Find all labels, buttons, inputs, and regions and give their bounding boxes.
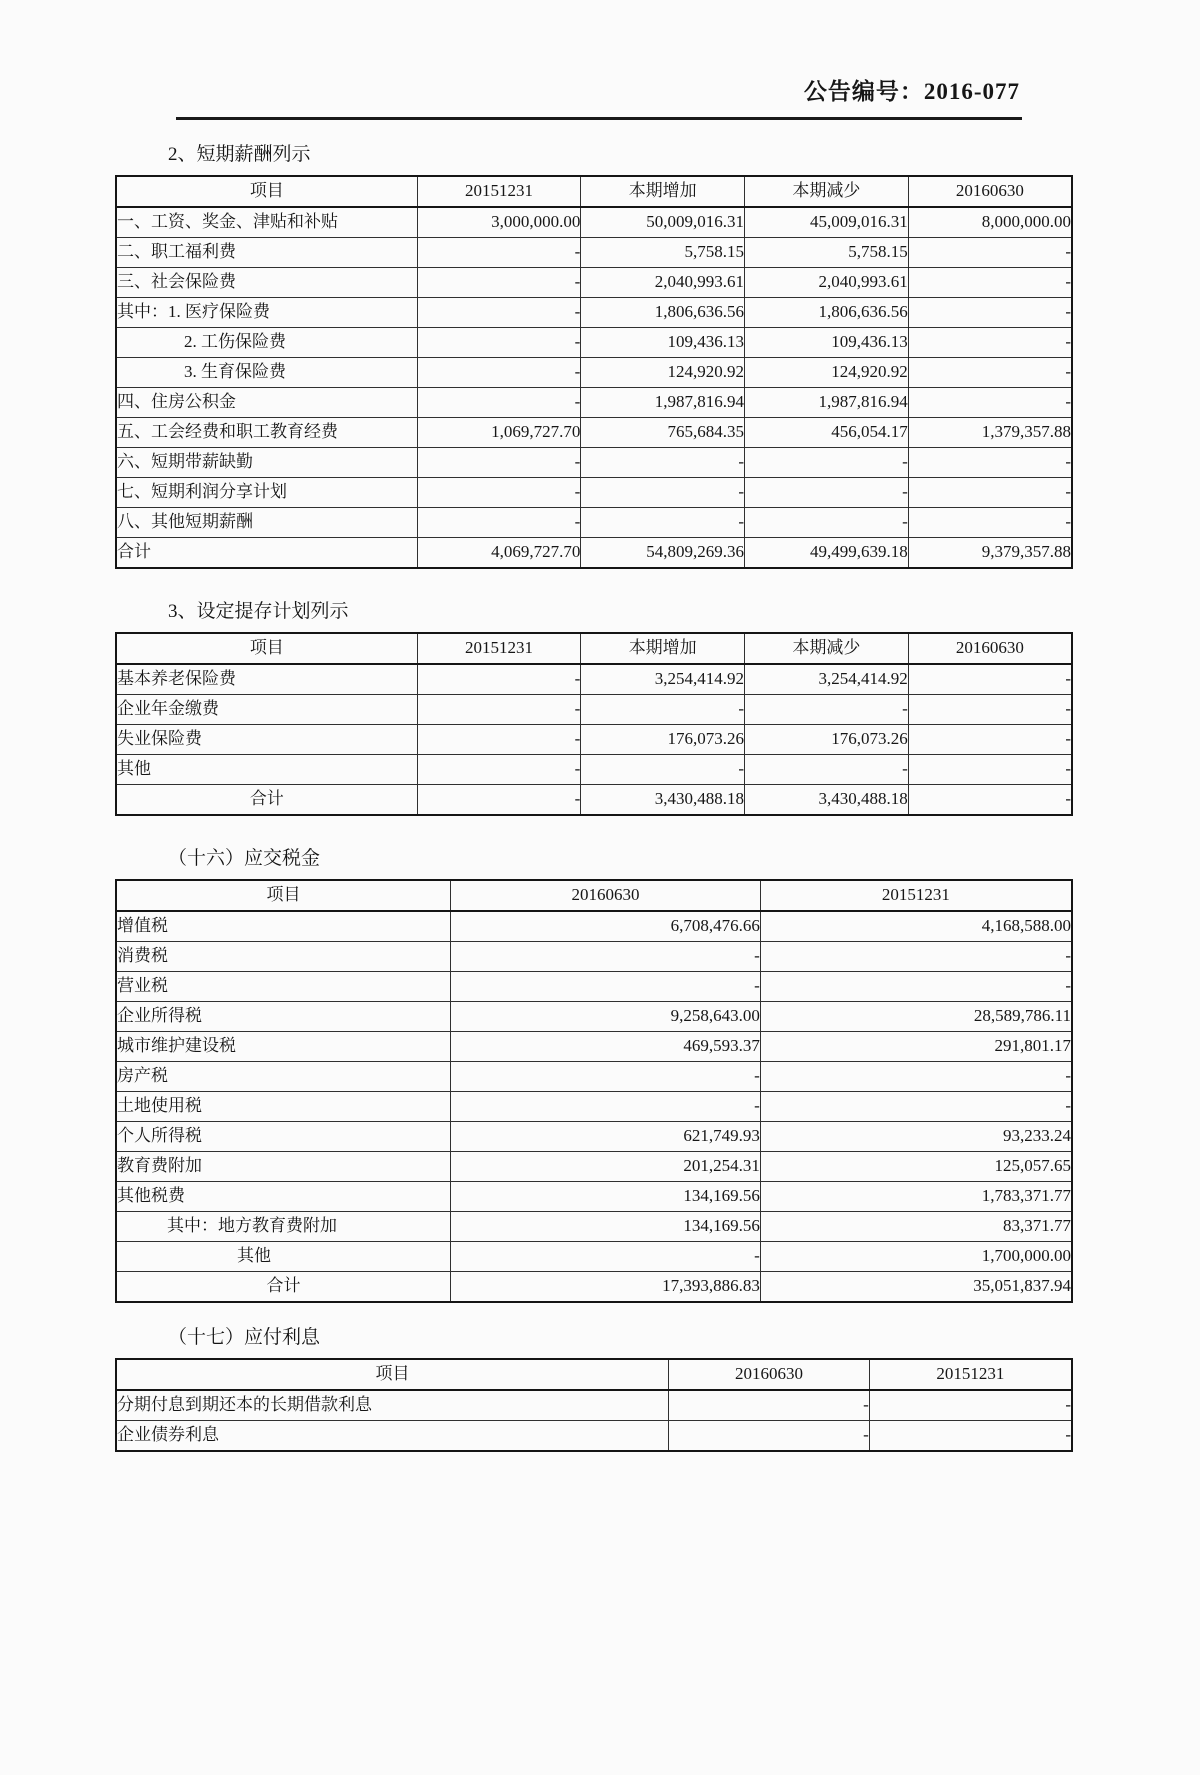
cell-value: - bbox=[581, 477, 745, 507]
row-label: 三、社会保险费 bbox=[116, 267, 417, 297]
cell-value: - bbox=[908, 357, 1072, 387]
table-row bbox=[116, 507, 1072, 537]
cell-value: - bbox=[669, 1420, 870, 1451]
row-label: 房产税 bbox=[116, 1061, 451, 1091]
table-row bbox=[116, 694, 1072, 724]
cell-value: - bbox=[417, 754, 581, 784]
column-header: 20151231 bbox=[760, 880, 1072, 911]
table-row bbox=[116, 477, 1072, 507]
column-header: 项目 bbox=[116, 880, 451, 911]
row-label: 企业年金缴费 bbox=[116, 694, 417, 724]
table-row bbox=[116, 297, 1072, 327]
interest-payable-table bbox=[115, 1358, 1073, 1452]
header-row bbox=[116, 176, 1072, 207]
header-row bbox=[116, 880, 1072, 911]
table-row bbox=[116, 267, 1072, 297]
cell-value: 50,009,016.31 bbox=[581, 207, 745, 238]
cell-value: - bbox=[451, 1241, 761, 1271]
table-row bbox=[116, 1181, 1072, 1211]
cell-value: 765,684.35 bbox=[581, 417, 745, 447]
row-label: 企业所得税 bbox=[116, 1001, 451, 1031]
row-label: 企业债券利息 bbox=[116, 1420, 669, 1451]
total-row bbox=[116, 784, 1072, 815]
cell-value: - bbox=[417, 784, 581, 815]
section-title-short-term-compensation: 2、短期薪酬列示 bbox=[168, 143, 311, 165]
cell-value: 3,000,000.00 bbox=[417, 207, 581, 238]
row-label: 其他税费 bbox=[116, 1181, 451, 1211]
table-row bbox=[116, 387, 1072, 417]
cell-value: 124,920.92 bbox=[745, 357, 909, 387]
table-row bbox=[116, 327, 1072, 357]
cell-value: - bbox=[417, 327, 581, 357]
table-row bbox=[116, 971, 1072, 1001]
taxes-payable-table bbox=[115, 879, 1073, 1303]
cell-value: - bbox=[417, 357, 581, 387]
table-row bbox=[116, 207, 1072, 238]
cell-value: - bbox=[760, 971, 1072, 1001]
row-label: 城市维护建设税 bbox=[116, 1031, 451, 1061]
cell-value: 3,430,488.18 bbox=[745, 784, 909, 815]
cell-value: - bbox=[417, 297, 581, 327]
column-header: 20151231 bbox=[869, 1359, 1072, 1390]
column-header: 20160630 bbox=[669, 1359, 870, 1390]
cell-value: 5,758.15 bbox=[581, 237, 745, 267]
row-label: 其中：地方教育费附加 bbox=[116, 1211, 451, 1241]
table-row bbox=[116, 1091, 1072, 1121]
cell-value: 3,254,414.92 bbox=[581, 664, 745, 695]
total-row bbox=[116, 1271, 1072, 1302]
cell-value: - bbox=[908, 724, 1072, 754]
sections-container bbox=[115, 142, 1073, 1452]
section-short-term-compensation bbox=[115, 142, 1073, 569]
table-row bbox=[116, 447, 1072, 477]
row-label: 五、工会经费和职工教育经费 bbox=[116, 417, 417, 447]
column-header: 本期减少 bbox=[745, 176, 909, 207]
row-label: 营业税 bbox=[116, 971, 451, 1001]
column-header: 20160630 bbox=[908, 176, 1072, 207]
table-row bbox=[116, 1151, 1072, 1181]
column-header: 20160630 bbox=[451, 880, 761, 911]
table-row bbox=[116, 237, 1072, 267]
column-header: 20151231 bbox=[417, 633, 581, 664]
cell-value: - bbox=[581, 507, 745, 537]
cell-value: 1,783,371.77 bbox=[760, 1181, 1072, 1211]
table-row bbox=[116, 754, 1072, 784]
cell-value: - bbox=[908, 447, 1072, 477]
announcement-number: 公告编号：2016-077 bbox=[803, 79, 1020, 104]
row-label: 其他 bbox=[116, 754, 417, 784]
cell-value: 3,430,488.18 bbox=[581, 784, 745, 815]
cell-value: 1,069,727.70 bbox=[417, 417, 581, 447]
cell-value: 9,258,643.00 bbox=[451, 1001, 761, 1031]
row-label: 个人所得税 bbox=[116, 1121, 451, 1151]
table-row bbox=[116, 911, 1072, 942]
row-label: 土地使用税 bbox=[116, 1091, 451, 1121]
cell-value: - bbox=[581, 694, 745, 724]
cell-value: 1,379,357.88 bbox=[908, 417, 1072, 447]
cell-value: - bbox=[669, 1390, 870, 1421]
column-header: 项目 bbox=[116, 633, 417, 664]
cell-value: 134,169.56 bbox=[451, 1181, 761, 1211]
cell-value: 6,708,476.66 bbox=[451, 911, 761, 942]
cell-value: - bbox=[908, 664, 1072, 695]
cell-value: - bbox=[908, 694, 1072, 724]
cell-value: - bbox=[745, 477, 909, 507]
row-label: 其他 bbox=[116, 1241, 451, 1271]
cell-value: 1,806,636.56 bbox=[745, 297, 909, 327]
cell-value: - bbox=[908, 237, 1072, 267]
table-row bbox=[116, 1420, 1072, 1451]
table-row bbox=[116, 1241, 1072, 1271]
cell-value: 456,054.17 bbox=[745, 417, 909, 447]
row-label: 教育费附加 bbox=[116, 1151, 451, 1181]
table-row bbox=[116, 1211, 1072, 1241]
cell-value: 2,040,993.61 bbox=[745, 267, 909, 297]
header-divider bbox=[176, 117, 1022, 120]
row-label: 失业保险费 bbox=[116, 724, 417, 754]
cell-value: 176,073.26 bbox=[745, 724, 909, 754]
cell-value: 83,371.77 bbox=[760, 1211, 1072, 1241]
cell-value: 93,233.24 bbox=[760, 1121, 1072, 1151]
row-label: 六、短期带薪缺勤 bbox=[116, 447, 417, 477]
cell-value: 621,749.93 bbox=[451, 1121, 761, 1151]
column-header: 本期减少 bbox=[745, 633, 909, 664]
cell-value: 134,169.56 bbox=[451, 1211, 761, 1241]
row-label: 七、短期利润分享计划 bbox=[116, 477, 417, 507]
cell-value: 124,920.92 bbox=[581, 357, 745, 387]
cell-value: 1,806,636.56 bbox=[581, 297, 745, 327]
total-row bbox=[116, 537, 1072, 568]
cell-value: - bbox=[451, 941, 761, 971]
table-row bbox=[116, 417, 1072, 447]
row-label: 消费税 bbox=[116, 941, 451, 971]
defined-contribution-plan-table bbox=[115, 632, 1073, 816]
cell-value: - bbox=[908, 754, 1072, 784]
cell-value: - bbox=[908, 784, 1072, 815]
section-interest-payable bbox=[115, 1325, 1073, 1452]
cell-value: - bbox=[745, 694, 909, 724]
cell-value: - bbox=[451, 1091, 761, 1121]
table-row bbox=[116, 1390, 1072, 1421]
row-label: 2. 工伤保险费 bbox=[116, 327, 417, 357]
cell-value: 8,000,000.00 bbox=[908, 207, 1072, 238]
table-row bbox=[116, 1061, 1072, 1091]
section-title-defined-contribution-plan: 3、设定提存计划列示 bbox=[168, 600, 349, 622]
row-label: 合计 bbox=[116, 537, 417, 568]
cell-value: - bbox=[760, 1091, 1072, 1121]
column-header: 项目 bbox=[116, 1359, 669, 1390]
row-label: 合计 bbox=[116, 1271, 451, 1302]
cell-value: - bbox=[581, 754, 745, 784]
cell-value: - bbox=[869, 1390, 1072, 1421]
row-label: 四、住房公积金 bbox=[116, 387, 417, 417]
cell-value: - bbox=[417, 387, 581, 417]
cell-value: 35,051,837.94 bbox=[760, 1271, 1072, 1302]
row-label: 增值税 bbox=[116, 911, 451, 942]
cell-value: - bbox=[745, 507, 909, 537]
cell-value: 45,009,016.31 bbox=[745, 207, 909, 238]
table-row bbox=[116, 1121, 1072, 1151]
cell-value: 28,589,786.11 bbox=[760, 1001, 1072, 1031]
cell-value: 17,393,886.83 bbox=[451, 1271, 761, 1302]
cell-value: 109,436.13 bbox=[745, 327, 909, 357]
cell-value: - bbox=[869, 1420, 1072, 1451]
cell-value: 109,436.13 bbox=[581, 327, 745, 357]
table-row bbox=[116, 1001, 1072, 1031]
cell-value: 9,379,357.88 bbox=[908, 537, 1072, 568]
cell-value: 1,987,816.94 bbox=[745, 387, 909, 417]
cell-value: - bbox=[417, 267, 581, 297]
section-title-interest-payable: （十七）应付利息 bbox=[168, 1326, 321, 1348]
cell-value: - bbox=[908, 267, 1072, 297]
cell-value: - bbox=[760, 941, 1072, 971]
row-label: 其中：1. 医疗保险费 bbox=[116, 297, 417, 327]
column-header: 本期增加 bbox=[581, 633, 745, 664]
cell-value: - bbox=[417, 724, 581, 754]
cell-value: 201,254.31 bbox=[451, 1151, 761, 1181]
cell-value: - bbox=[908, 297, 1072, 327]
row-label: 3. 生育保险费 bbox=[116, 357, 417, 387]
cell-value: - bbox=[417, 664, 581, 695]
cell-value: 5,758.15 bbox=[745, 237, 909, 267]
column-header: 20160630 bbox=[908, 633, 1072, 664]
header-row bbox=[116, 1359, 1072, 1390]
row-label: 基本养老保险费 bbox=[116, 664, 417, 695]
section-title-taxes-payable: （十六）应交税金 bbox=[168, 847, 321, 869]
table-row bbox=[116, 664, 1072, 695]
cell-value: - bbox=[908, 327, 1072, 357]
cell-value: 3,254,414.92 bbox=[745, 664, 909, 695]
row-label: 一、工资、奖金、津贴和补贴 bbox=[116, 207, 417, 238]
cell-value: 469,593.37 bbox=[451, 1031, 761, 1061]
cell-value: - bbox=[451, 1061, 761, 1091]
document-body bbox=[115, 142, 1073, 1452]
row-label: 二、职工福利费 bbox=[116, 237, 417, 267]
column-header: 本期增加 bbox=[581, 176, 745, 207]
table-row bbox=[116, 357, 1072, 387]
column-header: 项目 bbox=[116, 176, 417, 207]
section-taxes-payable bbox=[115, 846, 1073, 1303]
cell-value: - bbox=[417, 237, 581, 267]
cell-value: - bbox=[417, 447, 581, 477]
document-page bbox=[0, 78, 1200, 1775]
cell-value: - bbox=[908, 507, 1072, 537]
cell-value: - bbox=[908, 387, 1072, 417]
cell-value: 1,987,816.94 bbox=[581, 387, 745, 417]
cell-value: 291,801.17 bbox=[760, 1031, 1072, 1061]
cell-value: 4,168,588.00 bbox=[760, 911, 1072, 942]
table-row bbox=[116, 724, 1072, 754]
cell-value: 176,073.26 bbox=[581, 724, 745, 754]
cell-value: - bbox=[581, 447, 745, 477]
cell-value: - bbox=[745, 447, 909, 477]
cell-value: 125,057.65 bbox=[760, 1151, 1072, 1181]
cell-value: 4,069,727.70 bbox=[417, 537, 581, 568]
column-header: 20151231 bbox=[417, 176, 581, 207]
cell-value: - bbox=[417, 477, 581, 507]
cell-value: 49,499,639.18 bbox=[745, 537, 909, 568]
cell-value: - bbox=[908, 477, 1072, 507]
cell-value: 2,040,993.61 bbox=[581, 267, 745, 297]
section-defined-contribution-plan bbox=[115, 599, 1073, 816]
header-row bbox=[116, 633, 1072, 664]
cell-value: - bbox=[417, 507, 581, 537]
table-row bbox=[116, 941, 1072, 971]
table-row bbox=[116, 1031, 1072, 1061]
cell-value: - bbox=[417, 694, 581, 724]
cell-value: 1,700,000.00 bbox=[760, 1241, 1072, 1271]
row-label: 分期付息到期还本的长期借款利息 bbox=[116, 1390, 669, 1421]
row-label: 合计 bbox=[116, 784, 417, 815]
cell-value: - bbox=[760, 1061, 1072, 1091]
cell-value: - bbox=[451, 971, 761, 1001]
cell-value: - bbox=[745, 754, 909, 784]
row-label: 八、其他短期薪酬 bbox=[116, 507, 417, 537]
short-term-compensation-table bbox=[115, 175, 1073, 569]
cell-value: 54,809,269.36 bbox=[581, 537, 745, 568]
